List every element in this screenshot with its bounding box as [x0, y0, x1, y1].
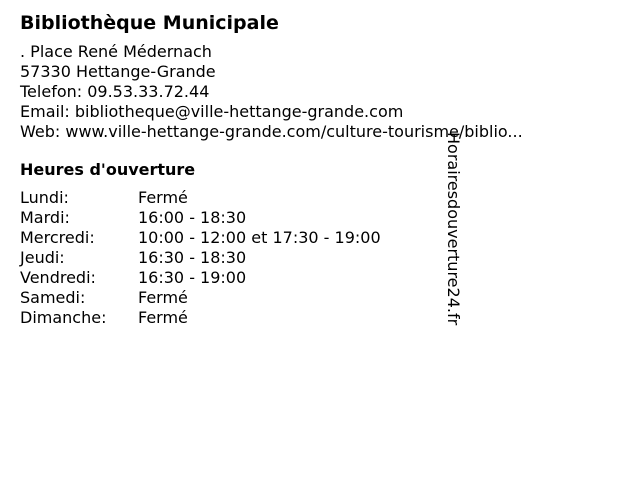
day-label: Samedi:	[20, 288, 86, 307]
hours-row-tuesday	[20, 208, 600, 228]
day-label: Mercredi:	[20, 228, 95, 247]
day-hours: 16:30 - 19:00	[138, 268, 247, 287]
hours-row-friday	[20, 268, 600, 288]
brand-watermark: Horairesdouverture24.fr	[443, 132, 463, 326]
email-line[interactable]: Email: bibliotheque@ville-hettange-grande.com	[20, 102, 404, 121]
address-line-1: . Place René Médernach	[20, 42, 212, 61]
day-hours: Fermé	[138, 288, 188, 307]
hours-row-sunday	[20, 308, 600, 328]
place-card	[20, 10, 600, 328]
opening-hours-table	[20, 188, 600, 328]
address-line-2: 57330 Hettange-Grande	[20, 62, 216, 81]
day-hours: 16:30 - 18:30	[138, 248, 247, 267]
place-title: Bibliothèque Municipale	[20, 12, 279, 34]
day-label: Vendredi:	[20, 268, 96, 287]
address-block	[20, 42, 600, 142]
day-label: Jeudi:	[20, 248, 65, 267]
day-hours: Fermé	[138, 188, 188, 207]
opening-hours-title: Heures d'ouverture	[20, 160, 196, 179]
phone-line[interactable]: Telefon: 09.53.33.72.44	[20, 82, 210, 101]
day-hours: Fermé	[138, 308, 188, 327]
day-label: Lundi:	[20, 188, 69, 207]
hours-row-saturday	[20, 288, 600, 308]
hours-row-monday	[20, 188, 600, 208]
day-label: Mardi:	[20, 208, 70, 227]
day-hours: 16:00 - 18:30	[138, 208, 247, 227]
hours-row-wednesday	[20, 228, 600, 248]
hours-row-thursday	[20, 248, 600, 268]
day-label: Dimanche:	[20, 308, 107, 327]
website-line[interactable]: Web: www.ville-hettange-grande.com/culture-tourisme/biblio...	[20, 122, 523, 141]
day-hours: 10:00 - 12:00 et 17:30 - 19:00	[138, 228, 381, 247]
